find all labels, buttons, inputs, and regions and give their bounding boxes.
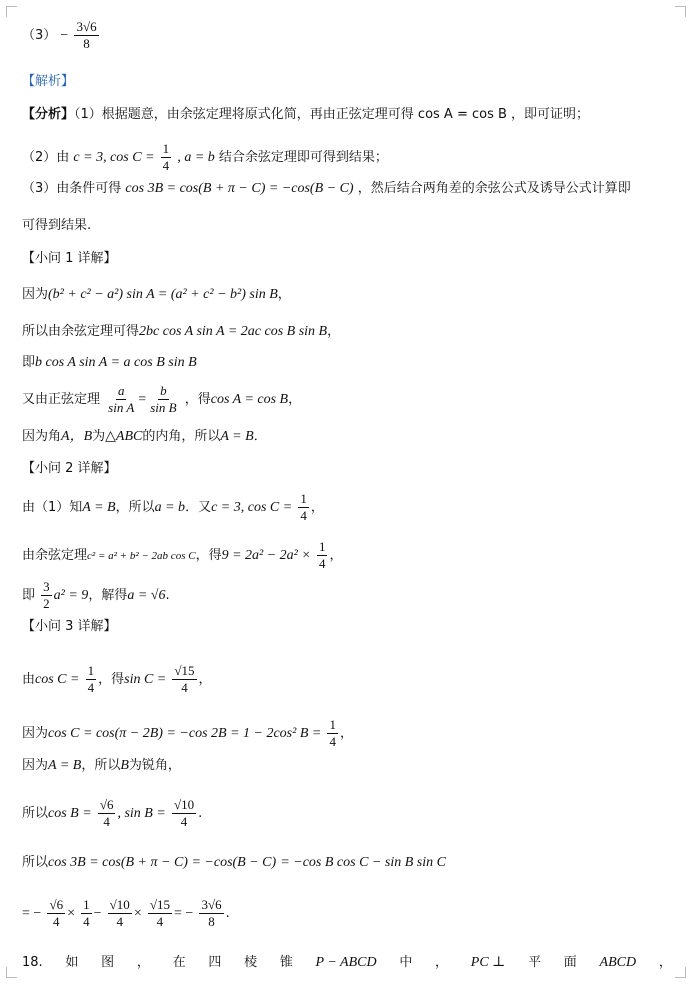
q2-line-1: 由（1）知A = B，所以a = b．又c = 3, cos C = $\frac{1}{4}$ ， [22,491,324,523]
corner-mark-top-left [6,6,17,17]
fraction-sqrt6-over-4: $\frac{√6}{4}$ [99,797,114,829]
fraction-quarter: $\frac{1}{4}$ [83,897,90,929]
q2-line-3: 即 $\frac{3}{2}$ a² = 9，解得a = √6. [22,579,170,611]
fraction-quarter: $\frac{1}{4}$ [87,663,95,695]
corner-mark-bottom-left [6,967,17,978]
q3-line-5: 所以cos 3B = cos(B + π − C) = −cos(B − C) = −cos B cos C − sin B sin C [22,855,446,870]
corner-mark-bottom-right [675,967,686,978]
q2-line-2: 由余弦定理c² = a² + b² − 2ab cos C，得9 = 2a² − 2a² × $\frac{1}{4}$ ， [22,539,343,571]
fraction-quarter: $\frac{1}{4}$ [162,141,170,173]
analysis-line-2: （2）由 c = 3, cos C = $\frac{1}{4}$ , a = b 结合余弦定理即可得到结果； [22,141,388,173]
analysis-label: 【分析】 [22,107,75,122]
q1-line-2: 所以由余弦定理可得2bc cos A sin A = 2ac cos B sin B， [22,324,341,339]
q1-line-3: 即b cos A sin A = a cos B sin B [22,355,197,370]
q3-line-3: 因为A = B，所以B为锐角， [22,758,181,773]
fraction-quarter: $\frac{1}{4}$ [318,539,326,571]
fraction-quarter: $\frac{1}{4}$ [300,491,307,523]
fraction-a-over-sinA: $\frac{a}{\text{sin A}}$ [108,383,135,415]
fraction-b-over-sinB: $\frac{b}{\text{sin B}}$ [150,383,177,415]
fraction-sqrt10-over-4: $\frac{√10}{4}$ [173,797,195,829]
q1-line-5: 因为角A，B为△ABC的内角，所以A = B． [22,429,267,444]
subquestion-2-header: 【小问 2 详解】 [22,461,117,476]
corner-mark-top-right [675,6,686,17]
analysis-line-3: （3）由条件可得 cos 3B = cos(B + π − C) = −cos(B − C) ，然后结合两角差的余弦公式及诱导公式计算即 [22,181,631,196]
fraction-three-halves: $\frac{3}{2}$ [43,579,50,611]
subquestion-3-header: 【小问 3 详解】 [22,619,117,634]
answer-3-prefix: （3） [22,28,57,43]
subquestion-1-header: 【小问 1 详解】 [22,251,117,266]
problem-number: 18. [22,955,43,970]
fraction-quarter: $\frac{1}{4}$ [329,717,336,749]
fraction-sqrt10-over-4: $\frac{√10}{4}$ [109,897,130,929]
fraction-sqrt15-over-4: $\frac{√15}{4}$ [149,897,170,929]
problem-18-line: 18. 如 图 ， 在 四 棱 锥 P − ABCD 中 ， PC ⊥ 平 面 ABCD ， [22,955,672,970]
q3-line-2: 因为cos C = cos(π − 2B) = −cos 2B = 1 − 2cos² B = $\frac{1}{4}$ ， [22,717,353,749]
q3-line-4: 所以cos B = $\frac{√6}{4}$ , sin B = $\frac{√10}{4}$ . [22,797,203,829]
fraction-sqrt15-over-4: $\frac{√15}{4}$ [174,663,195,695]
q1-line-4: 又由正弦定理 $\frac{a}{\text{sin A}}$ = $\frac{b}{\text{sin B}}$ ，得cos A = cos B， [22,383,302,415]
jiexi-label: 【解析】 [22,74,75,89]
analysis-line [22,106,589,124]
answer-3-line: （3） − $\frac{3√6}{8}$ [22,19,97,51]
q3-line-6: = − $\frac{√6}{4}$ × $\frac{1}{4}$ − $\frac{√10}{4}$ × $\frac{√15}{4}$ = − $\frac{3√6}{8}$ . [22,897,230,929]
analysis-line-4: 可得到结果. [22,218,92,233]
fraction-3sqrt6-over-8: $\frac{3√6}{8}$ [76,19,97,51]
q3-line-1: 由cos C = $\frac{1}{4}$ ，得sin C = $\frac{√15}{4}$ ， [22,663,212,695]
fraction-3sqrt6-over-8: $\frac{3√6}{8}$ [201,897,222,929]
q1-line-1: 因为(b² + c² − a²) sin A = (a² + c² − b²) sin B， [22,287,291,302]
fraction-sqrt6-over-4: $\frac{√6}{4}$ [49,897,64,929]
analysis-text: （1）根据题意，由余弦定理将原式化简，再由正弦定理可得 cos A = cos B ，即可证明； [74,107,590,122]
